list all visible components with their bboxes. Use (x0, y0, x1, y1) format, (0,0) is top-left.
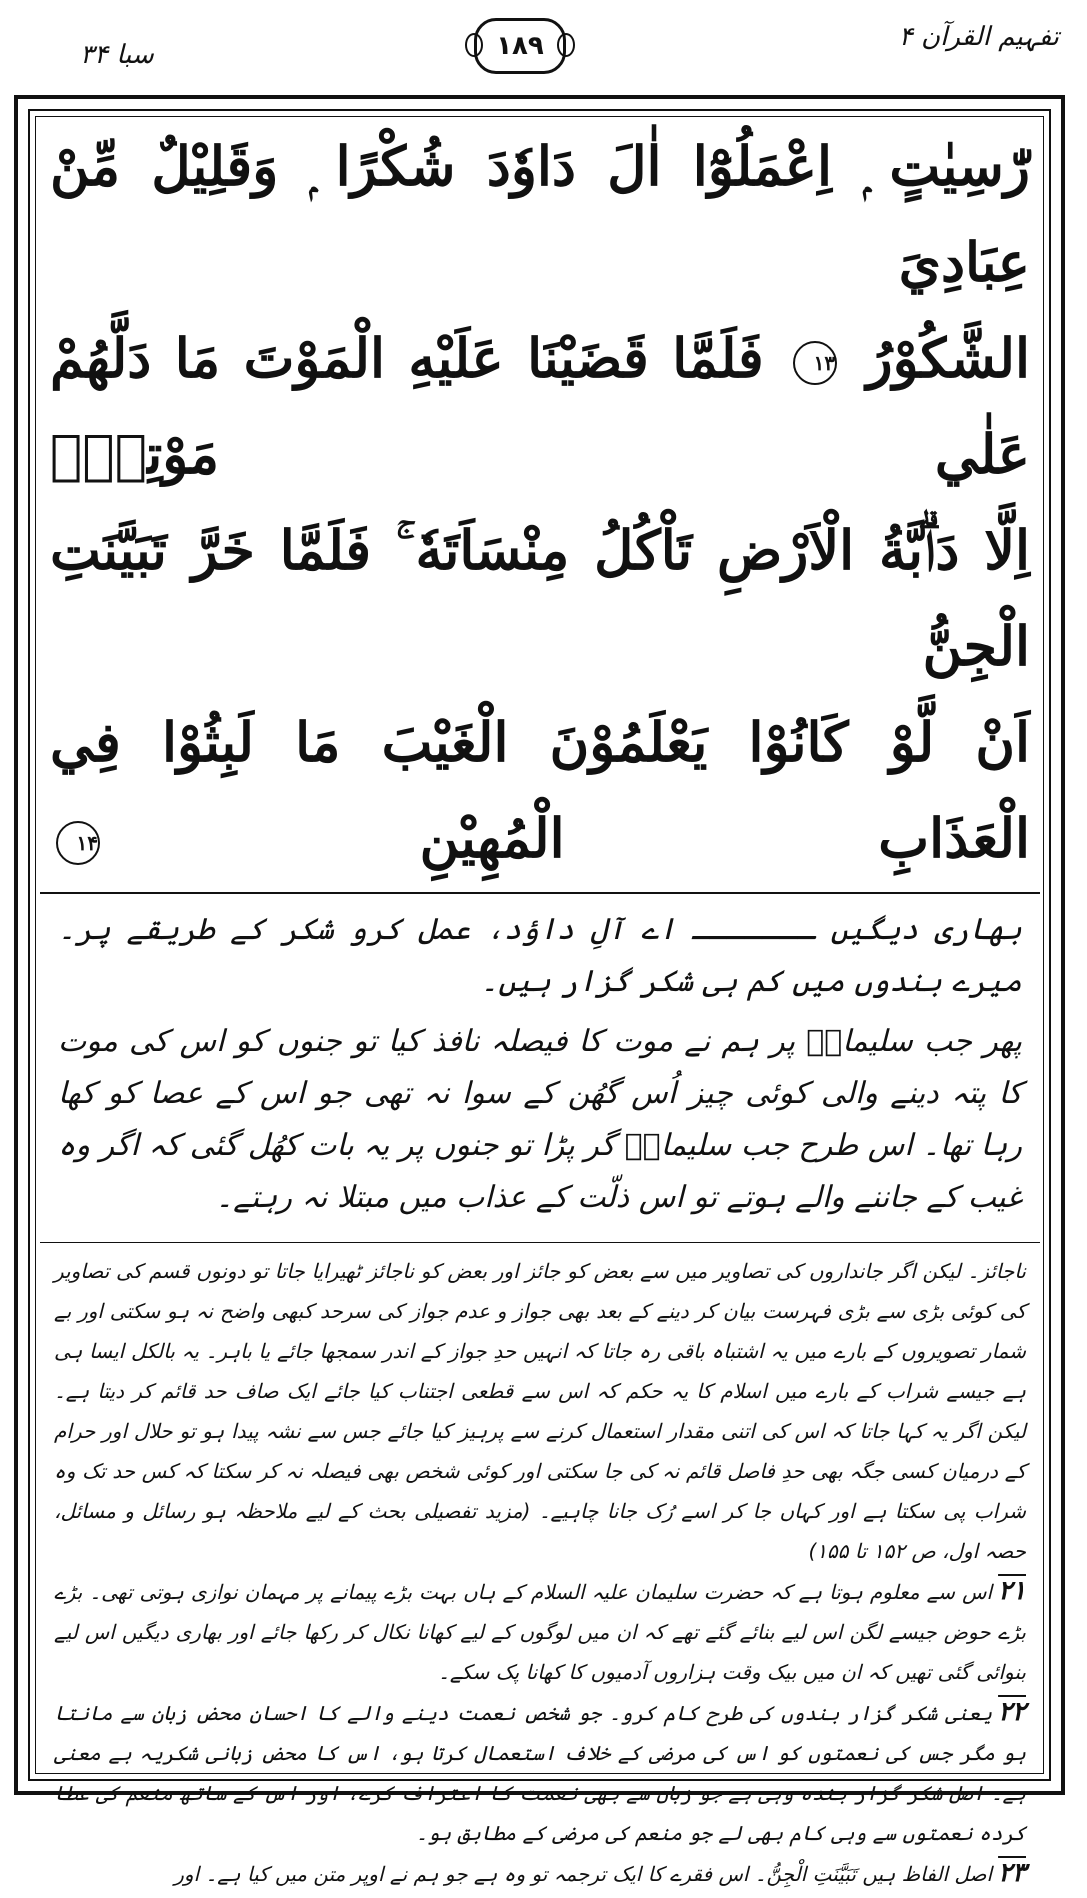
translation-paragraph: بھاری دیگیں ـــــــ اے آلِ داؤد، عمل کرو شکر کے طریقے پر۔ میرے بندوں میں کم ہی شکر گزار ہیں۔ (58, 912, 1022, 999)
footnote: ۲۳اصل الفاظ ہیں تَبَيَّنَتِ الْجِنُّ۔ اس فقرے کا ایک ترجمہ تو وہ ہے جو ہم نے اوپر متن میں کیا ہے۔ اور (174, 1858, 1026, 1888)
arabic-line: اِلَّا دَاۗبَّةُ الْاَرْضِ تَاْكُلُ مِنْسَاَتَهٗ ۚ فَلَمَّا خَرَّ تَبَيَّنَتِ الْجِنُّ (50, 518, 1030, 678)
arabic-text (40, 118, 1040, 886)
translation-paragraph: پھر جب سلیمانؑ پر ہم نے موت کا فیصلہ نافذ کیا تو جنوں کو اس کی موت کا پتہ دینے والی کوئی چیز اُس گھُن کے سوا نہ تھی جو اس کے عصا کو کھا رہا تھا۔ اس طرح جب سلیمانؑ گر پڑا تو جنوں پر یہ بات کھُل گئی کہ اگر وہ غیب کے جاننے والے ہوتے تو اس ذلّت کے عذاب میں مبتلا نہ رہتے۔ (58, 1024, 1022, 1215)
arabic-line: رّٰسِيٰتٍ ۭ اِعْمَلُوْٓا اٰلَ دَاوٗدَ شُكْرًا ۭ وَقَلِيْلٌ مِّنْ عِبَادِيَ (50, 134, 1030, 294)
page-content (40, 118, 1040, 1888)
book-title: تفہیم القرآن ۴ (898, 22, 1059, 52)
footnotes-section (40, 1247, 1040, 1898)
notes-divider (40, 1242, 1040, 1243)
footnote-number: ۲۲ (998, 1697, 1026, 1727)
footnote: ۲۱اس سے معلوم ہوتا ہے کہ حضرت سلیمان علیہ السلام کے ہاں بہت بڑے پیمانے پر مہمان نوازی ہوتی تھی۔ بڑے بڑے حوض جیسے لگن اس لیے بنائے گئے تھے کہ ان میں لوگوں کے لیے کھانا نکال کر رکھا جائے اور بھاری دیگیں اس لیے بنوائی گئی تھیں کہ ان میں بیک وقت ہزاروں آدمیوں کا کھانا پک سکے۔ (54, 1576, 1026, 1684)
footnote: ناجائز۔ لیکن اگر جانداروں کی تصاویر میں سے بعض کو جائز اور بعض کو ناجائز ٹھیرایا جاتا تو دونوں قسم کی تصاویر کی کوئی بڑی سے بڑی فہرست بیان کر دینے کے بعد بھی جواز و عدم جواز کی سرحد کبھی واضح نہ ہو سکتی اور بے شمار تصویروں کے بارے میں یہ اشتباہ باقی رہ جاتا کہ انہیں حدِ جواز کے اندر سمجھا جائے یا باہر۔ یہ بالکل ایسا ہی ہے جیسے شراب کے بارے میں اسلام کا یہ حکم کہ اس سے قطعی اجتناب کیا جائے ایک صاف حد قائم کر دیتا ہے۔ لیکن اگر یہ کہا جاتا کہ اس کی اتنی مقدار استعمال کرنے سے پرہیز کیا جائے جس سے نشہ پیدا ہو تو حلال اور حرام کے درمیان کسی جگہ بھی حدِ فاصل قائم نہ کی جا سکتی اور کوئی شخص بھی فیصلہ نہ کر سکتا کہ کس حد تک وہ شراب پی سکتا ہے اور کہاں جا کر اسے رُک جانا چاہیے۔ (مزید تفصیلی بحث کے لیے ملاحظہ ہو رسائل و مسائل، حصہ اول، ص ۱۵۲ تا ۱۵۵) (54, 1259, 1027, 1563)
footnote-number: ۲۱ (998, 1576, 1026, 1606)
footnote: ۲۲یعنی شکر گزار بندوں کی طرح کام کرو۔ جو شخص نعمت دینے والے کا احسان محض زبان سے مانتا ہو مگر جس کی نعمتوں کو اس کی مرضی کے خلاف استعمال کرتا ہو، اس کا محض زبانی شکریہ بے معنی ہے۔ اصل شکر گزار بندہ وہی ہے جو زبان سے بھی نعمت کا اعتراف کرے، اور اس کے ساتھ منعم کی عطا کردہ نعمتوں سے وہی کام بھی لے جو منعم کی مرضی کے مطابق ہو۔ (54, 1697, 1026, 1845)
ayah-number-marker: ۱۳ (793, 341, 837, 385)
page-number-badge: ۱۸۹ (474, 18, 566, 74)
arabic-line: الشَّكُوْرُ ۱۳ فَلَمَّا قَضَيْنَا عَلَيْهِ الْمَوْتَ مَا دَلَّهُمْ عَلٰي مَوْتِهٖٓ (50, 326, 1030, 486)
footnote-number: ۲۳ (998, 1858, 1026, 1888)
arabic-line: اَنْ لَّوْ كَانُوْا يَعْلَمُوْنَ الْغَيْبَ مَا لَبِثُوْا فِي الْعَذَابِ الْمُهِيْنِ ۱۴ (50, 710, 1030, 870)
page-header (0, 0, 1087, 95)
ayah-number-marker: ۱۴ (56, 821, 100, 865)
translation-section (40, 894, 1040, 1238)
surah-label: سبا ۳۴ (80, 40, 154, 70)
